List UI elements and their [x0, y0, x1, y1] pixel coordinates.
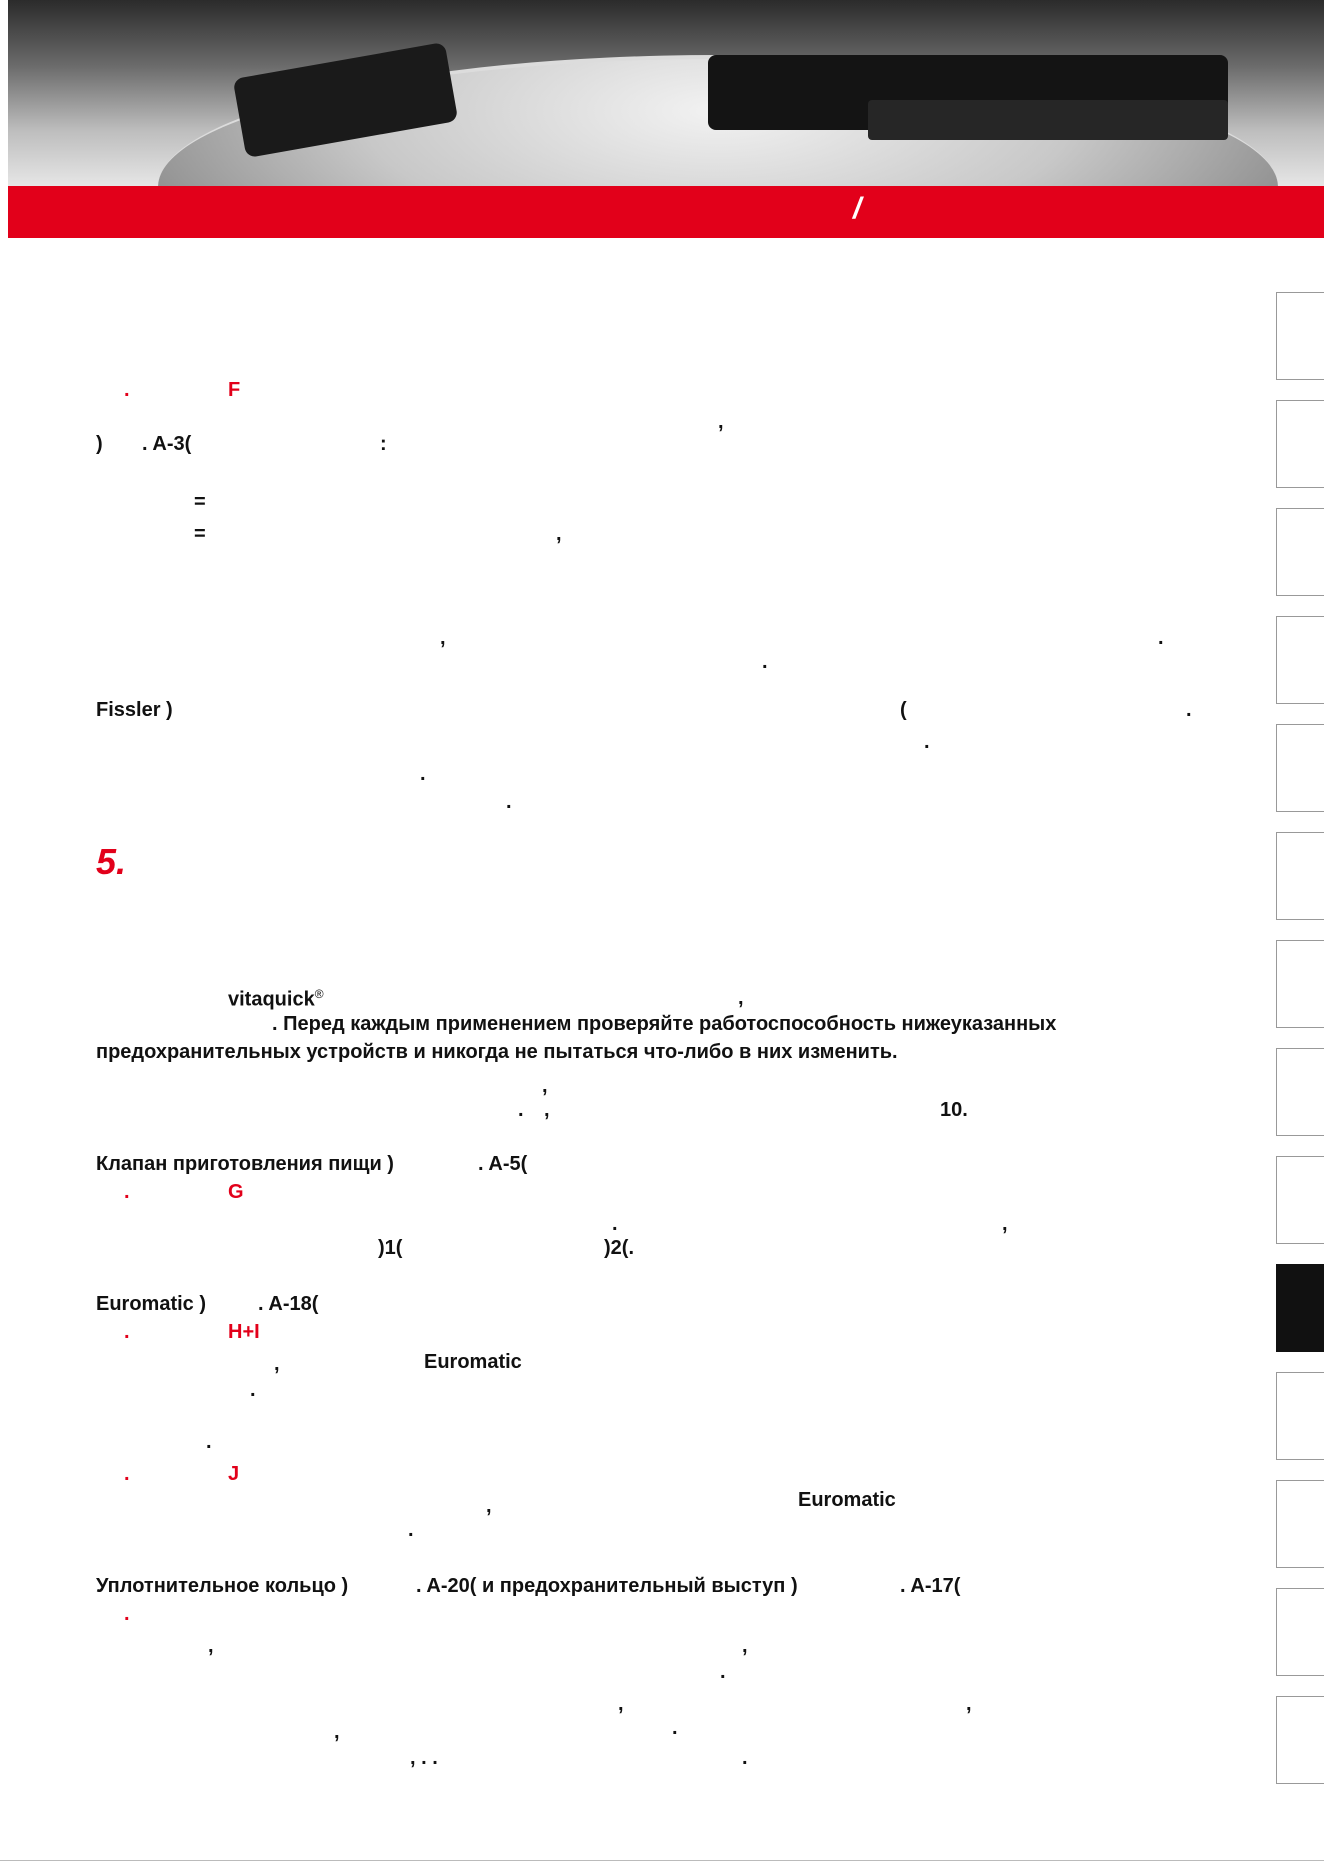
index-tab[interactable]	[1276, 292, 1324, 380]
index-tab-active[interactable]	[1276, 1264, 1324, 1352]
punct: .	[672, 1717, 678, 1739]
figure-ref-a18: . A-18(	[258, 1293, 319, 1315]
figure-ref-a3: . A-3(	[142, 433, 192, 455]
index-tab[interactable]	[1276, 832, 1324, 920]
index-tab[interactable]	[1276, 1480, 1324, 1568]
bullet: .	[124, 1603, 130, 1625]
figure-ref-g: G	[228, 1181, 244, 1203]
footer-rule	[0, 1860, 1324, 1861]
punct: ,	[718, 411, 724, 433]
brand-fissler: Fissler )	[96, 699, 173, 721]
punct: .	[1158, 627, 1164, 649]
index-tab[interactable]	[1276, 724, 1324, 812]
punct: .	[720, 1661, 726, 1683]
figure-ref-j: J	[228, 1463, 240, 1485]
chapter-banner	[8, 186, 1324, 238]
punct: =	[194, 491, 206, 513]
brand-euromatic: Euromatic	[424, 1351, 522, 1373]
header-photo	[8, 0, 1324, 186]
cooker-handle-lower	[868, 100, 1228, 140]
index-tab[interactable]	[1276, 1696, 1324, 1784]
punct: :	[380, 433, 387, 455]
punct: ,	[1002, 1213, 1008, 1235]
bullet: .	[124, 1463, 130, 1485]
punct: ,	[486, 1495, 492, 1517]
bullet: .	[124, 379, 130, 401]
safety-line-2: предохранительных устройств и никогда не пытаться что-либо в них изменить.	[96, 1041, 898, 1063]
safety-line-1: . Перед каждым применением проверяйте работоспособность нижеуказанных	[272, 1013, 1057, 1035]
punct: ,	[544, 1099, 550, 1121]
punct: (	[900, 699, 907, 721]
punct: .	[1186, 699, 1192, 721]
punct: .	[518, 1099, 524, 1121]
marker-1: )1(	[378, 1237, 403, 1259]
punct: .	[924, 731, 930, 753]
punct: .	[250, 1379, 256, 1401]
punct: .	[206, 1431, 212, 1453]
punct: ,	[556, 523, 562, 545]
brand-euromatic: Euromatic	[798, 1489, 896, 1511]
punct: ,	[334, 1721, 340, 1743]
banner-slash: /	[853, 192, 862, 225]
figure-ref-a5: . A-5(	[478, 1153, 528, 1175]
ring-heading: Уплотнительное кольцо )	[96, 1575, 349, 1597]
figure-ref-hi: H+I	[228, 1321, 260, 1343]
bullet: .	[124, 1181, 130, 1203]
punct: .	[420, 763, 426, 785]
figure-ref-a20: . A-20( и предохранительный выступ )	[416, 1575, 798, 1597]
punct: ,	[742, 1635, 748, 1657]
punct: ,	[738, 987, 744, 1009]
punct: )	[96, 433, 103, 455]
punct: ,	[966, 1693, 972, 1715]
punct: ,	[542, 1075, 548, 1097]
section-number: 5.	[96, 841, 127, 882]
valve-heading: Клапан приготовления пищи )	[96, 1153, 394, 1175]
punct: .	[506, 791, 512, 813]
euromatic-heading: Euromatic )	[96, 1293, 207, 1315]
punct: ,	[440, 627, 446, 649]
product-name: vitaquick®	[228, 987, 324, 1011]
page-ref-10: 10.	[940, 1099, 968, 1121]
punct: .	[408, 1519, 414, 1541]
index-tab[interactable]	[1276, 508, 1324, 596]
index-tab[interactable]	[1276, 1048, 1324, 1136]
index-tab[interactable]	[1276, 940, 1324, 1028]
punct: .	[742, 1747, 748, 1769]
punct: , . .	[410, 1747, 438, 1769]
marker-2: )2(.	[604, 1237, 634, 1259]
index-tab[interactable]	[1276, 1156, 1324, 1244]
punct: ,	[618, 1693, 624, 1715]
figure-ref-a17: . A-17(	[900, 1575, 961, 1597]
punct: .	[762, 651, 768, 673]
safety-paragraph	[96, 1010, 1056, 1066]
index-tab[interactable]	[1276, 400, 1324, 488]
index-tab[interactable]	[1276, 1588, 1324, 1676]
bullet: .	[124, 1321, 130, 1343]
punct: =	[194, 523, 206, 545]
punct: ,	[274, 1353, 280, 1375]
punct: ,	[208, 1635, 214, 1657]
punct: .	[612, 1213, 618, 1235]
index-tab[interactable]	[1276, 616, 1324, 704]
figure-ref-f: F	[228, 379, 241, 401]
index-tab[interactable]	[1276, 1372, 1324, 1460]
